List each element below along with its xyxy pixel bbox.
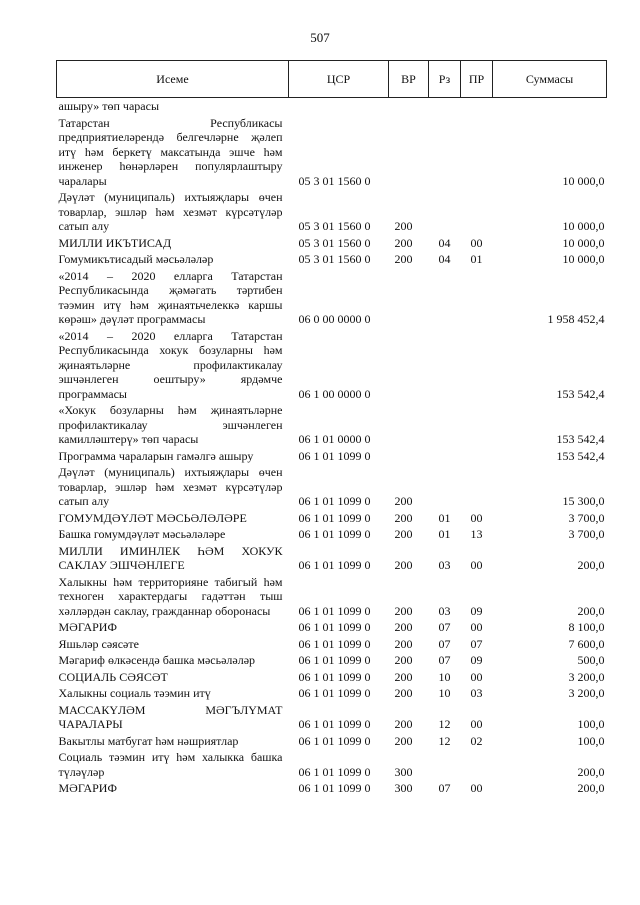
- cell-rz: [429, 448, 461, 465]
- cell-rz: 07: [438, 620, 451, 634]
- cell-pr: 13: [470, 527, 483, 541]
- cell-vr: [389, 448, 429, 465]
- cell-pr: [461, 464, 493, 510]
- cell-vr: 300: [394, 764, 413, 779]
- header-pr: ПР: [461, 61, 493, 98]
- cell-vr: 200: [394, 494, 413, 508]
- cell-pr: 00: [470, 235, 483, 250]
- cell-rz: 04: [438, 252, 451, 266]
- cell-sum: 200,0: [577, 764, 605, 779]
- table-row: [57, 268, 607, 328]
- cell-rz: [429, 328, 461, 403]
- table-row: [57, 780, 607, 797]
- cell-rz: 03: [438, 603, 451, 618]
- cell-rz: [429, 189, 461, 235]
- cell-pr: [461, 749, 493, 780]
- cell-sum: 8 100,0: [568, 620, 605, 634]
- cell-vr: 200: [394, 636, 413, 651]
- table-row: [57, 189, 607, 235]
- cell-pr: 00: [470, 781, 483, 795]
- cell-rz: 07: [438, 781, 451, 795]
- cell-vr: 200: [394, 235, 413, 250]
- cell-name: Башка гомумдәүләт мәсьәләләре: [58, 527, 226, 541]
- table-row: [57, 235, 607, 252]
- cell-name: Вакытлы матбугат һәм нәшриятлар: [58, 733, 239, 748]
- cell-sum: 10 000,0: [562, 252, 605, 266]
- cell-rz: 04: [438, 235, 451, 250]
- cell-rz: [429, 268, 461, 328]
- cell-vr: [389, 402, 429, 448]
- cell-csr: 05 3 01 1560 0: [298, 173, 371, 188]
- cell-name: Мәгариф өлкәсендә башка мәсьәләләр: [58, 653, 256, 667]
- header-rz: Рз: [429, 61, 461, 98]
- cell-rz: 07: [438, 636, 451, 651]
- table-row: [57, 98, 607, 115]
- cell-name: Халыкны һәм территорияне табигый һәм техноген характердагы гадәттән тыш хәлләрдән саклау, гражданнар оборонасы: [58, 574, 283, 618]
- cell-pr: [461, 402, 493, 448]
- cell-csr: 06 1 01 1099 0: [298, 510, 371, 525]
- cell-sum: 3 200,0: [568, 669, 605, 684]
- cell-name: МӘГАРИФ: [58, 781, 117, 795]
- cell-sum: 153 542,4: [556, 432, 605, 446]
- cell-name: МАССАКҮЛӘМ МӘГЪЛҮМАТ ЧАРАЛАРЫ: [58, 702, 283, 731]
- cell-pr: [461, 98, 493, 115]
- cell-rz: [429, 402, 461, 448]
- cell-name: МИЛЛИ ИКЪТИСАД: [58, 235, 172, 250]
- table-row: [57, 402, 607, 448]
- cell-name: Дәүләт (муниципаль) ихтыяҗлары өчен товарлар, эшләр һәм хезмәт күрсәтүләр сатып алу: [58, 190, 283, 233]
- cell-vr: 200: [394, 527, 413, 541]
- cell-name: Программа чараларын гамәлгә ашыру: [58, 448, 254, 463]
- table-row: [57, 510, 607, 527]
- cell-csr: 05 3 01 1560 0: [298, 252, 371, 266]
- cell-vr: 200: [394, 733, 413, 748]
- cell-rz: 03: [438, 558, 451, 572]
- header-csr: ЦСР: [289, 61, 389, 98]
- cell-name: ГОМУМДӘҮЛӘТ МӘСЬӘЛӘЛӘРЕ: [58, 510, 247, 525]
- cell-pr: 09: [470, 653, 483, 667]
- cell-vr: 200: [394, 620, 413, 634]
- cell-pr: [461, 189, 493, 235]
- cell-csr: 06 1 01 1099 0: [298, 448, 371, 463]
- header-name: Исеме: [57, 61, 289, 98]
- cell-sum: 3 700,0: [568, 527, 605, 541]
- cell-pr: 00: [470, 558, 483, 572]
- cell-name: «Хокук бозуларны һәм җинаятьләрне профилактикалау эшчәнлеген камилләштерү» төп чарасы: [58, 403, 283, 446]
- cell-name: МӘГАРИФ: [58, 620, 117, 634]
- cell-rz: [429, 749, 461, 780]
- cell-name: Халыкны социаль тәэмин итү: [58, 686, 211, 700]
- cell-sum: 500,0: [577, 653, 605, 667]
- cell-pr: 07: [470, 636, 483, 651]
- cell-csr: 06 1 01 1099 0: [298, 636, 371, 651]
- cell-name: «2014 – 2020 елларга Татарстан Республикасында җәмәгать тәртибен тәэмин итү һәм җинаятьчелеккә каршы көрәш» дәүләт программасы: [58, 268, 283, 326]
- cell-sum: 1 958 452,4: [547, 312, 605, 326]
- header-sum: Суммасы: [493, 61, 607, 98]
- cell-pr: 02: [470, 733, 483, 748]
- cell-csr: [289, 98, 389, 115]
- cell-pr: 01: [470, 252, 483, 266]
- cell-csr: 06 1 01 1099 0: [298, 669, 371, 684]
- cell-vr: [389, 328, 429, 403]
- cell-pr: [461, 328, 493, 403]
- cell-name: Гомумикътисадый мәсьәләләр: [58, 252, 214, 266]
- budget-table: [56, 60, 607, 797]
- cell-vr: 200: [394, 717, 413, 731]
- cell-csr: 06 1 01 1099 0: [298, 494, 371, 508]
- cell-vr: 200: [394, 669, 413, 684]
- cell-csr: 06 1 01 1099 0: [298, 764, 371, 779]
- cell-csr: 06 1 01 1099 0: [298, 527, 371, 541]
- cell-vr: [389, 98, 429, 115]
- cell-vr: 200: [394, 219, 413, 233]
- cell-sum: 3 700,0: [568, 510, 605, 525]
- cell-csr: 06 1 01 1099 0: [298, 603, 371, 618]
- cell-csr: 06 1 01 1099 0: [298, 686, 371, 700]
- table-row: [57, 652, 607, 669]
- cell-csr: 05 3 01 1560 0: [298, 235, 371, 250]
- cell-pr: [461, 115, 493, 190]
- table-row: [57, 328, 607, 403]
- cell-vr: 200: [394, 510, 413, 525]
- cell-vr: [389, 268, 429, 328]
- table-row: [57, 464, 607, 510]
- cell-csr: 06 1 00 0000 0: [298, 386, 371, 401]
- cell-sum: 200,0: [577, 603, 605, 618]
- table-row: [57, 251, 607, 268]
- table-row: [57, 526, 607, 543]
- cell-csr: 05 3 01 1560 0: [298, 219, 371, 233]
- cell-csr: 06 1 01 1099 0: [298, 781, 371, 795]
- cell-rz: [429, 115, 461, 190]
- cell-name: Социаль тәэмин итү һәм халыкка башка түләүләр: [58, 750, 283, 779]
- cell-sum: 200,0: [577, 781, 605, 795]
- table-header: [57, 61, 607, 98]
- table-row: [57, 543, 607, 574]
- cell-sum: 10 000,0: [562, 219, 605, 233]
- table-body: [57, 98, 607, 797]
- cell-rz: 01: [438, 510, 451, 525]
- cell-rz: [429, 98, 461, 115]
- cell-vr: 200: [394, 603, 413, 618]
- cell-vr: 200: [394, 686, 413, 700]
- table-row: [57, 749, 607, 780]
- table-row: [57, 685, 607, 702]
- cell-name: «2014 – 2020 елларга Татарстан Республикасында хокук бозуларны һәм җинаятьләрне профилактикалау эшчәнлеген оештыру» ярдәмче программасы: [58, 328, 283, 401]
- cell-sum: 153 542,4: [556, 386, 605, 401]
- cell-rz: 12: [438, 717, 451, 731]
- cell-vr: 200: [394, 252, 413, 266]
- table-row: [57, 669, 607, 686]
- table-row: [57, 115, 607, 190]
- cell-csr: 06 1 01 1099 0: [298, 558, 371, 572]
- cell-sum: 7 600,0: [568, 636, 605, 651]
- table-row: [57, 619, 607, 636]
- cell-name: МИЛЛИ ИМИНЛЕК ҺӘМ ХОКУК САКЛАУ ЭШЧӘНЛЕГЕ: [58, 543, 283, 572]
- cell-pr: [461, 268, 493, 328]
- cell-rz: [429, 464, 461, 510]
- table-row: [57, 702, 607, 733]
- cell-name: Дәүләт (муниципаль) ихтыяҗлары өчен товарлар, эшләр һәм хезмәт күрсәтүләр сатып алу: [58, 465, 283, 508]
- cell-vr: 200: [394, 558, 413, 572]
- cell-vr: 300: [394, 781, 413, 795]
- cell-rz: 10: [438, 669, 451, 684]
- cell-pr: 00: [470, 620, 483, 634]
- cell-pr: 03: [470, 686, 483, 700]
- cell-csr: 06 0 00 0000 0: [298, 312, 371, 326]
- cell-sum: 200,0: [577, 558, 605, 572]
- cell-sum: 15 300,0: [562, 494, 605, 508]
- table-row: [57, 636, 607, 653]
- table-row: [57, 574, 607, 620]
- cell-sum: 10 000,0: [562, 173, 605, 188]
- cell-sum: [493, 98, 607, 115]
- cell-csr: 06 1 01 0000 0: [298, 432, 371, 446]
- cell-vr: 200: [394, 653, 413, 667]
- cell-name: ашыру» төп чарасы: [58, 99, 160, 113]
- cell-csr: 06 1 01 1099 0: [298, 653, 371, 667]
- cell-pr: 00: [470, 510, 483, 525]
- cell-pr: 00: [470, 717, 483, 731]
- page-number: 507: [310, 30, 330, 45]
- cell-rz: 12: [438, 733, 451, 748]
- header-vr: ВР: [389, 61, 429, 98]
- cell-rz: 01: [438, 527, 451, 541]
- cell-pr: [461, 448, 493, 465]
- cell-name: Яшьләр сәясәте: [58, 636, 139, 651]
- cell-rz: 07: [438, 653, 451, 667]
- cell-csr: 06 1 01 1099 0: [298, 733, 371, 748]
- cell-name: СОЦИАЛЬ СӘЯСӘТ: [58, 669, 168, 684]
- cell-vr: [389, 115, 429, 190]
- cell-sum: 3 200,0: [568, 686, 605, 700]
- cell-pr: 09: [470, 603, 483, 618]
- cell-sum: 10 000,0: [562, 235, 605, 250]
- cell-sum: 153 542,4: [556, 448, 605, 463]
- cell-csr: 06 1 01 1099 0: [298, 717, 371, 731]
- table-row: [57, 448, 607, 465]
- cell-sum: 100,0: [577, 733, 605, 748]
- cell-name: Татарстан Республикасы предприятиеләрендә белгечләрне җәлеп итү һәм беркетү максатында эшче һәм инженер һөнәрләрен популярлаштыру чаралары: [58, 115, 283, 188]
- table-row: [57, 733, 607, 750]
- cell-rz: 10: [438, 686, 451, 700]
- cell-csr: 06 1 01 1099 0: [298, 620, 371, 634]
- cell-pr: 00: [470, 669, 483, 684]
- cell-sum: 100,0: [577, 717, 605, 731]
